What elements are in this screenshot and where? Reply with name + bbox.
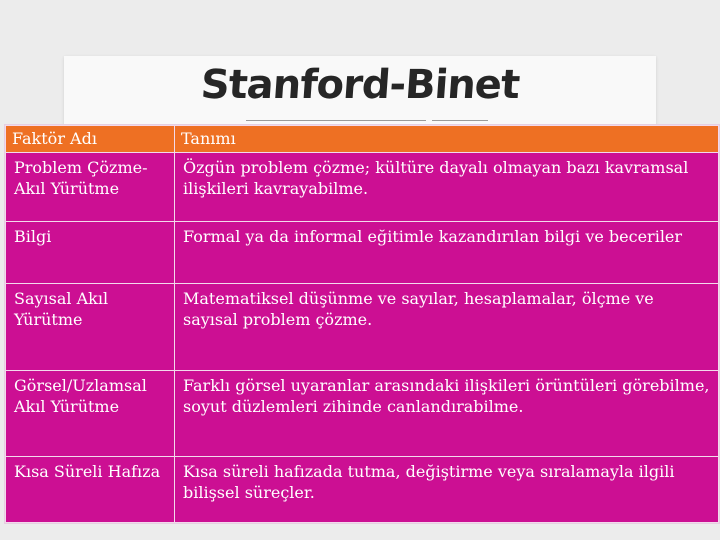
title-underline-short <box>432 120 488 121</box>
definition-cell: Özgün problem çözme; kültüre dayalı olmayan bazı kavramsal ilişkileri kavrayabilme. <box>175 153 719 222</box>
factor-name-cell: Bilgi <box>6 222 175 284</box>
definition-cell: Matematiksel düşünme ve sayılar, hesaplamalar, ölçme ve sayısal problem çözme. <box>175 283 719 371</box>
table-header-row <box>6 126 719 153</box>
table-row <box>6 283 719 371</box>
factor-name-cell: Sayısal Akıl Yürütme <box>6 283 175 371</box>
table-row <box>6 153 719 222</box>
factor-name-cell: Problem Çözme-Akıl Yürütme <box>6 153 175 222</box>
factor-name-cell: Kısa Süreli Hafıza <box>6 457 175 523</box>
header-definition: Tanımı <box>175 126 719 153</box>
table-row <box>6 457 719 523</box>
table-row <box>6 371 719 457</box>
definition-cell: Farklı görsel uyaranlar arasındaki ilişkileri örüntüleri görebilme, soyut düzlemleri zihinde canlandırabilme. <box>175 371 719 457</box>
definition-cell: Formal ya da informal eğitimle kazandırılan bilgi ve beceriler <box>175 222 719 284</box>
definition-cell: Kısa süreli hafızada tutma, değiştirme veya sıralamayla ilgili bilişsel süreçler. <box>175 457 719 523</box>
factor-table <box>4 124 720 524</box>
table-row <box>6 222 719 284</box>
header-factor-name: Faktör Adı <box>6 126 175 153</box>
title-underline <box>246 120 426 121</box>
slide-title: Stanford-Binet <box>199 62 521 108</box>
factor-name-cell: Görsel/Uzlamsal Akıl Yürütme <box>6 371 175 457</box>
